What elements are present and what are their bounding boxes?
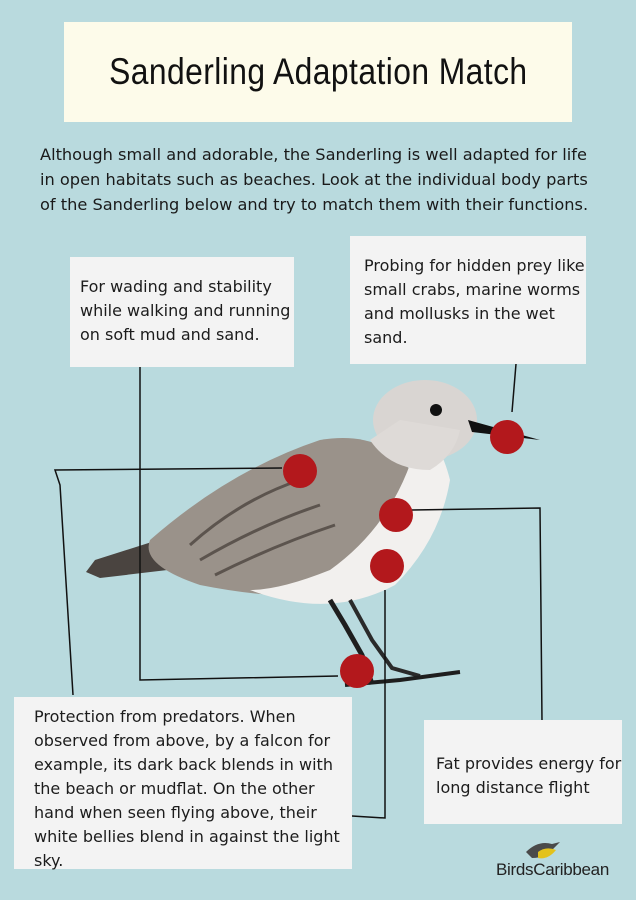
marker-beak[interactable] [490, 420, 524, 454]
card-fat [424, 720, 622, 824]
birdscaribbean-logo [494, 838, 626, 890]
card-probing-text: Probing for hidden prey like small crabs, marine worms and mollusks in the wet sand. [364, 256, 585, 347]
line-chest-to-fat [412, 508, 542, 722]
intro-paragraph: Although small and adorable, the Sanderling is well adapted for life in open habitats such as beaches. Look at the individual body parts of the Sanderling below and try to match them with their functions. [40, 145, 589, 214]
marker-feet[interactable] [340, 654, 374, 688]
bird-eye [430, 404, 442, 416]
line-belly-to-protection [352, 590, 385, 818]
marker-chest[interactable] [379, 498, 413, 532]
logo-text: BirdsCaribbean [496, 860, 609, 879]
card-probing [350, 236, 586, 364]
card-protection [14, 697, 352, 869]
marker-belly[interactable] [370, 549, 404, 583]
card-wading-text: For wading and stability while walking and running on soft mud and sand. [80, 277, 291, 344]
card-protection-text: Protection from predators. When observed from above, by a falcon for example, its dark back blends in with the beach or mudflat. On the other hand when seen flying above, their white bellies blend in against the light sky. [34, 707, 340, 870]
page-title: Sanderling Adaptation Match [108, 51, 528, 92]
card-wading [70, 257, 294, 367]
marker-back[interactable] [283, 454, 317, 488]
card-fat-text: Fat provides energy for long distance flight [436, 754, 622, 797]
